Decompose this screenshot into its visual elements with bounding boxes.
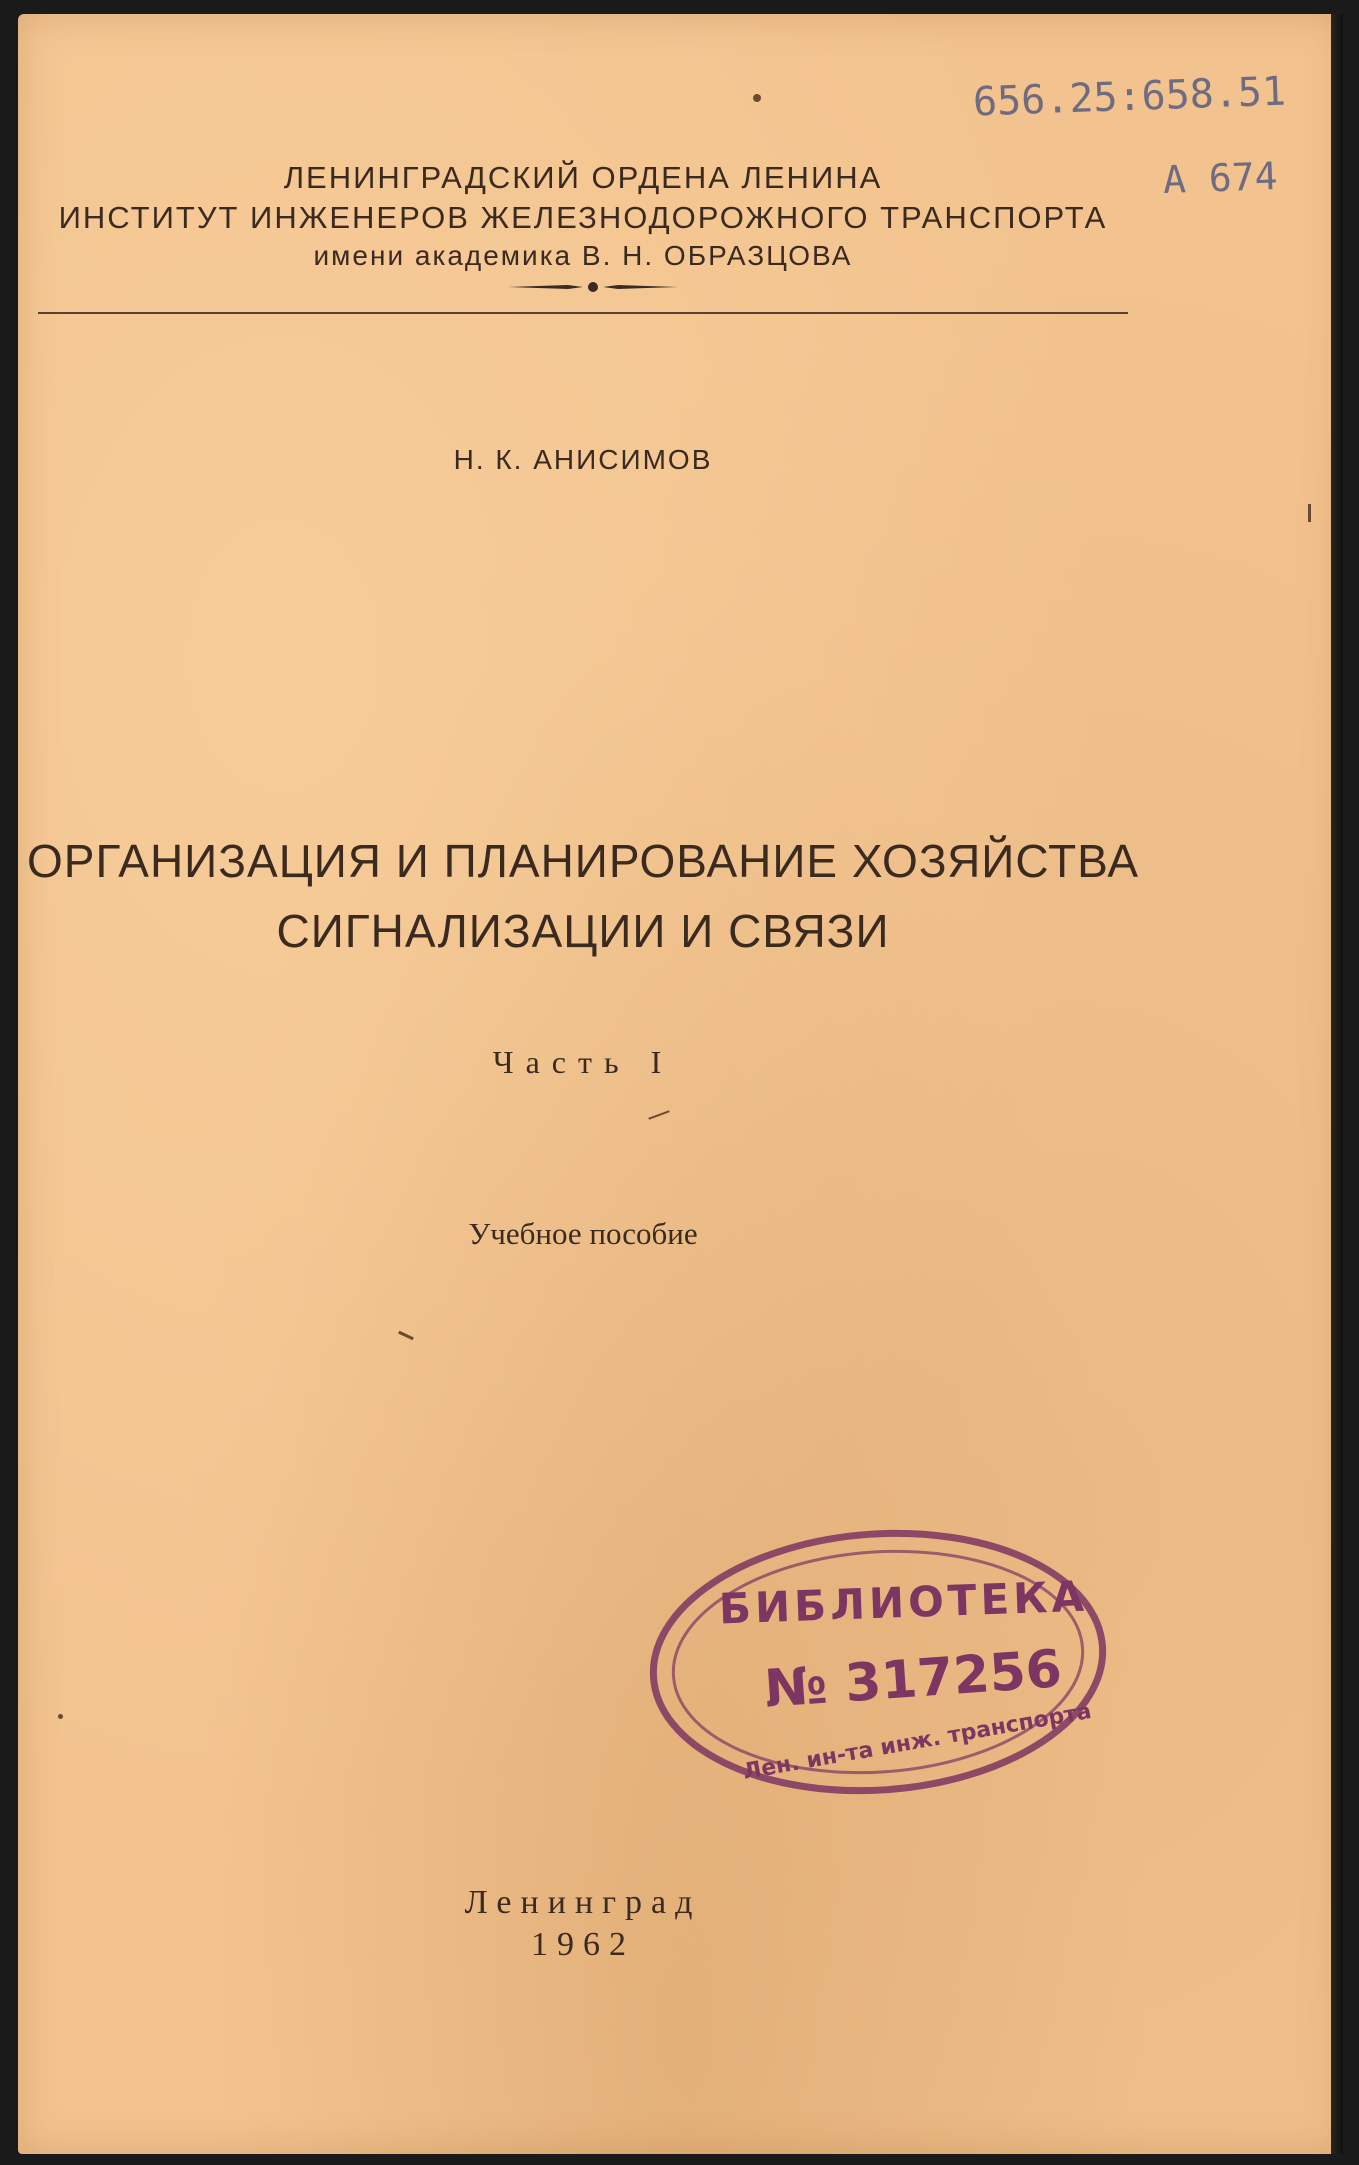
stamp-organization: Лен. ин-та инж. транспорта (741, 1698, 1094, 1785)
book-title-line-1: ОРГАНИЗАЦИЯ И ПЛАНИРОВАНИЕ ХОЗЯЙСТВА (26, 835, 1139, 887)
shelf-mark: А 674 (1162, 154, 1279, 202)
stamp-number: № 317256 (762, 1639, 1064, 1720)
library-stamp (634, 1506, 1122, 1818)
stamp-title: БИБЛИОТЕКА (718, 1571, 1089, 1634)
publication-type: Учебное пособие (468, 1216, 698, 1251)
book-title-line-2: СИГНАЛИЗАЦИИ И СВЯЗИ (276, 905, 890, 957)
header-rule (38, 312, 1128, 314)
institution-line-3: имени академика В. Н. ОБРАЗЦОВА (313, 240, 853, 271)
book-cover (18, 14, 1343, 2154)
udc-classification: 656.25:658.51 (972, 68, 1287, 126)
paper-fiber (648, 1110, 669, 1119)
imprint-city: Ленинград (464, 1884, 702, 1921)
scan-edge (1331, 14, 1343, 2154)
part-number: Часть I (492, 1044, 674, 1080)
institution-line-1: ЛЕНИНГРАДСКИЙ ОРДЕНА ЛЕНИНА (283, 160, 883, 195)
paper-fiber (398, 1331, 414, 1340)
paper-speck (753, 94, 761, 102)
paper-fiber (1308, 504, 1311, 522)
imprint-year: 1962 (531, 1926, 635, 1963)
institution-line-2: ИНСТИТУТ ИНЖЕНЕРОВ ЖЕЛЕЗНОДОРОЖНОГО ТРАНСПОРТА (58, 200, 1108, 235)
ornament-divider (508, 280, 678, 294)
paper-speck (58, 1714, 63, 1719)
author-name: Н. К. АНИСИМОВ (453, 444, 713, 475)
